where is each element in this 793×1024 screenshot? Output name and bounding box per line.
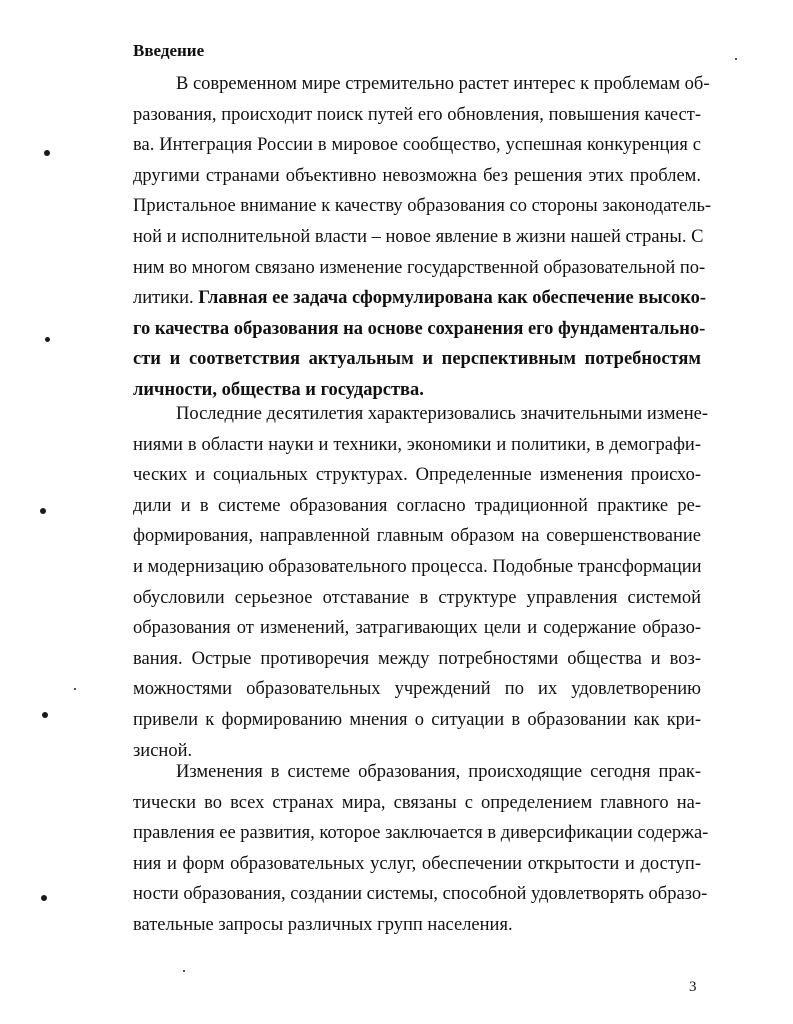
- page-number: 3: [689, 979, 697, 995]
- text-line: тически во всех странах мира, связаны с определением главного на-: [133, 792, 701, 813]
- text-line: вания. Острые противоречия между потребностями общества и воз-: [133, 648, 701, 669]
- text-line-bold: личности, общества и государства.: [133, 379, 424, 400]
- scan-speck: [41, 895, 47, 901]
- text-line: ния и форм образовательных услуг, обеспечении открытости и доступ-: [133, 853, 701, 874]
- text-line: и модернизацию образовательного процесса. Подобные трансформации: [133, 556, 702, 577]
- section-heading: Введение: [133, 41, 205, 60]
- text-line: зисной.: [133, 740, 193, 761]
- text-line: Последние десятилетия характеризовались значительными измене-: [176, 404, 709, 424]
- text-line: можностями образовательных учреждений по их удовлетворению: [133, 679, 701, 700]
- text-line: другими странами объективно невозможна без решения этих проблем.: [133, 165, 701, 186]
- paragraph-1: [133, 69, 712, 406]
- text-line: образования от изменений, затрагивающих цели и содержание образо-: [133, 618, 701, 639]
- text-line: ниями в области науки и техники, экономики и политики, в демографи-: [133, 434, 701, 455]
- text-line: ной и исполнительной власти – новое явление в жизни нашей страны. С: [133, 226, 704, 247]
- text-line-bold: го качества образования на основе сохранения его фундаментально-: [133, 318, 706, 339]
- text-line: ности образования, создании системы, способной удовлетворять образо-: [133, 884, 708, 905]
- scan-speck: [183, 970, 185, 972]
- text-line: Пристальное внимание к качеству образования со стороны законодатель-: [133, 196, 712, 217]
- text-line: ним во многом связано изменение государственной образовательной по-: [133, 257, 706, 278]
- text-line-mixed: [133, 283, 707, 314]
- text-line: В современном мире стремительно растет интерес к проблемам об-: [176, 74, 710, 94]
- text-line-bold: сти и соответствия актуальным и перспективным потребностям: [133, 349, 701, 370]
- scan-speck: [735, 58, 737, 60]
- text-line: привели к формированию мнения о ситуации в образовании как кри-: [133, 709, 701, 730]
- text-regular-fragment: литики.: [133, 288, 199, 309]
- scan-speck: [40, 508, 46, 514]
- paragraph-2: [133, 399, 709, 766]
- text-line: ва. Интеграция России в мировое сообщество, успешная конкуренция с: [133, 135, 701, 156]
- text-line: ческих и социальных структурах. Определенные изменения происхо-: [133, 465, 701, 486]
- scan-speck: [74, 688, 76, 690]
- text-line: вательные запросы различных групп населения.: [133, 914, 513, 935]
- text-line: правления ее развития, которое заключается в диверсификации содержа-: [133, 823, 709, 844]
- scan-speck: [45, 337, 50, 342]
- paragraph-3: [133, 757, 709, 941]
- text-line: Изменения в системе образования, происходящие сегодня прак-: [176, 762, 701, 782]
- scan-speck: [42, 712, 48, 718]
- text-bold-fragment: Главная ее задача сформулирована как обеспечение высоко-: [198, 288, 707, 309]
- text-line: разования, происходит поиск путей его обновления, повышения качест-: [133, 104, 701, 125]
- text-line: формирования, направленной главным образом на совершенствование: [133, 526, 701, 547]
- text-line: обусловили серьезное отставание в структуре управления системой: [133, 587, 701, 608]
- scan-speck: [44, 150, 50, 156]
- text-line: дили и в системе образования согласно традиционной практике ре-: [133, 495, 701, 516]
